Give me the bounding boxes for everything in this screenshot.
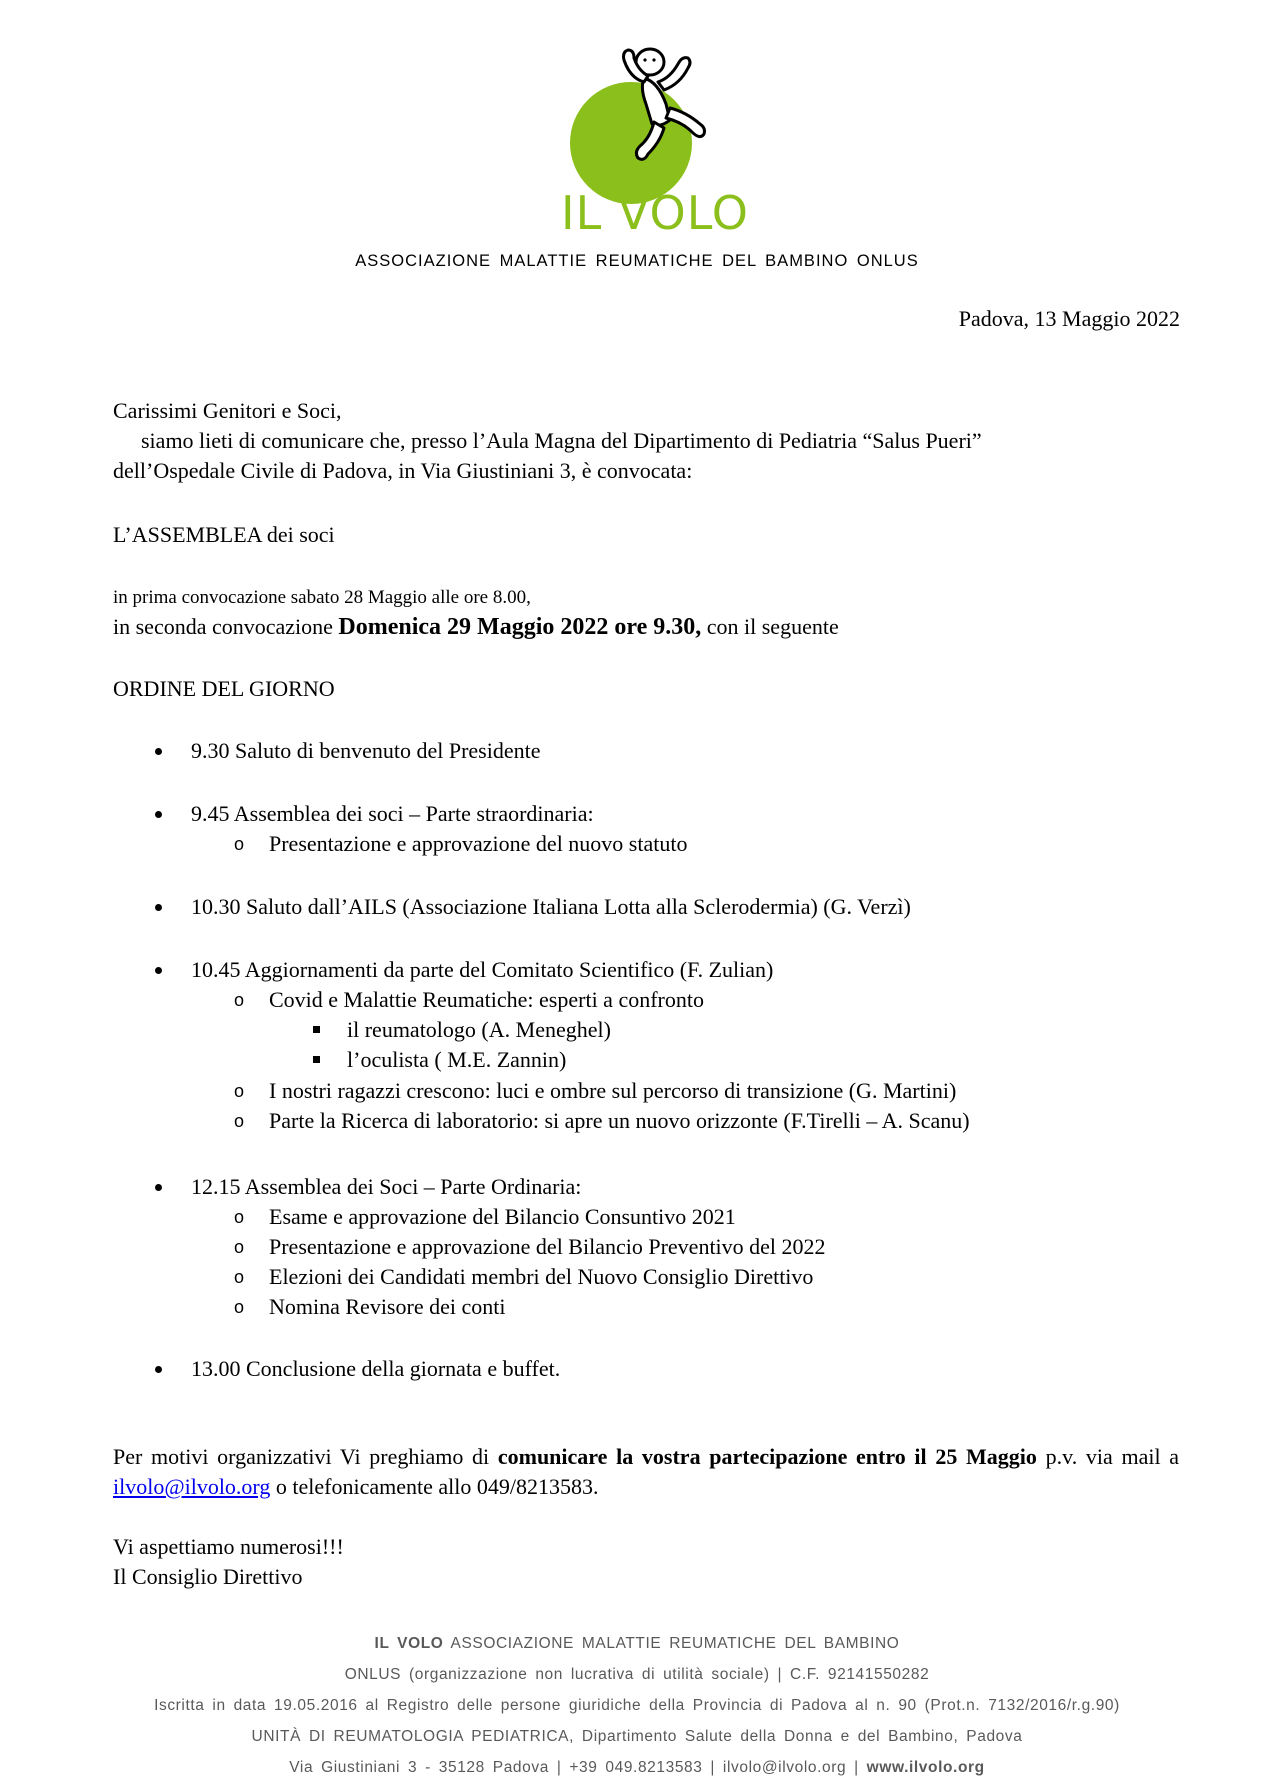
bullet [155, 967, 162, 974]
agenda-subitem: Presentazione e approvazione del nuovo statuto [269, 831, 688, 856]
signature: Il Consiglio Direttivo [113, 1564, 303, 1589]
closing-wait: Vi aspettiamo numerosi!!! [113, 1534, 344, 1559]
footer-line-1-text: ASSOCIAZIONE MALATTIE REUMATICHE DEL BAMBINO [450, 1635, 900, 1652]
square-marker [313, 1056, 320, 1063]
footer-line-5 [0, 1752, 1274, 1783]
footer-line-1 [0, 1628, 1274, 1659]
agenda-item: 12.15 Assemblea dei Soci – Parte Ordinaria: [191, 1174, 582, 1199]
circle-marker: o [234, 834, 245, 854]
first-call: in prima convocazione sabato 28 Maggio alle ore 8.00, [113, 587, 531, 608]
agenda-title: ORDINE DEL GIORNO [113, 676, 335, 701]
circle-marker: o [234, 1111, 245, 1131]
circle-marker: o [234, 1237, 245, 1257]
second-call [113, 612, 1180, 642]
circle-marker: o [234, 1297, 245, 1317]
closing-bold-1: comunicare la vostra partecipazione entro il 25 [497, 1444, 958, 1469]
bullet [155, 811, 162, 818]
agenda-subitem: Presentazione e approvazione del Bilancio Preventivo del 2022 [269, 1234, 826, 1259]
second-call-suffix: con il seguente [706, 614, 839, 639]
closing-suffix: o telefonicamente allo 049/8213583. [275, 1474, 599, 1499]
agenda-item: 10.45 Aggiornamenti da parte del Comitato Scientifico (F. Zulian) [191, 957, 774, 982]
agenda-subsubitem: l’oculista ( M.E. Zannin) [347, 1047, 567, 1072]
jumping-child-icon [600, 42, 750, 192]
closing-mid: p.v. via mail a [1045, 1444, 1180, 1469]
circle-marker: o [234, 1081, 245, 1101]
logo-wordmark: IL VOLO [561, 186, 749, 240]
footer-line-2: ONLUS (organizzazione non lucrativa di utilità sociale) | C.F. 92141550282 [344, 1666, 930, 1683]
agenda-subitem: Parte la Ricerca di laboratorio: si apre un nuovo orizzonte (F.Tirelli – A. Scanu) [269, 1108, 970, 1133]
intro-paragraph [113, 396, 1180, 486]
agenda-item: 9.45 Assemblea dei soci – Parte straordinaria: [191, 801, 594, 826]
closing-prefix: Per motivi organizzativi Vi preghiamo di [113, 1444, 490, 1469]
agenda-subitem: Esame e approvazione del Bilancio Consuntivo 2021 [269, 1204, 736, 1229]
agenda-subsubitem: il reumatologo (A. Meneghel) [347, 1017, 611, 1042]
salutation: Carissimi Genitori e Soci, [113, 398, 342, 423]
agenda-item: 9.30 Saluto di benvenuto del Presidente [191, 738, 541, 763]
agenda-subitem: I nostri ragazzi crescono: luci e ombre sul percorso di transizione (G. Martini) [269, 1078, 957, 1103]
bullet [155, 1184, 162, 1191]
agenda-subitem: Elezioni dei Candidati membri del Nuovo Consiglio Direttivo [269, 1264, 814, 1289]
intro-line-2: dell’Ospedale Civile di Padova, in Via Giustiniani 3, è convocata: [113, 458, 693, 483]
email-link[interactable]: ilvolo@ilvolo.org [113, 1474, 271, 1499]
circle-marker: o [234, 1267, 245, 1287]
agenda-subitem: Covid e Malattie Reumatiche: esperti a confronto [269, 987, 704, 1012]
footer-line-3: Iscritta in data 19.05.2016 al Registro delle persone giuridiche della Provincia di Padova al n. 90 (Prot.n. 7132/2016/r.g.90) [154, 1697, 1120, 1714]
agenda-item: 13.00 Conclusione della giornata e buffet. [191, 1356, 561, 1381]
footer-website: www.ilvolo.org [866, 1759, 985, 1776]
closing-bold-2: Maggio [966, 1444, 1037, 1469]
bullet [155, 904, 162, 911]
intro-line-1: siamo lieti di comunicare che, presso l’Aula Magna del Dipartimento di Pediatria “Salus Pueri” [141, 428, 982, 453]
agenda-subitem: Nomina Revisore dei conti [269, 1294, 506, 1319]
footer-line-4: UNITÀ DI REUMATOLOGIA PEDIATRICA, Dipartimento Salute della Donna e del Bambino, Padova [251, 1728, 1023, 1745]
footer-contacts: Via Giustiniani 3 - 35128 Padova | +39 049.8213583 | ilvolo@ilvolo.org | [289, 1759, 859, 1776]
agenda-item: 10.30 Saluto dall’AILS (Associazione Italiana Lotta alla Sclerodermia) (G. Verzì) [191, 894, 911, 919]
second-call-prefix: in seconda convocazione [113, 614, 333, 639]
org-subtitle: ASSOCIAZIONE MALATTIE REUMATICHE DEL BAMBINO ONLUS [355, 252, 919, 270]
footer-brand: IL VOLO [374, 1635, 444, 1652]
bullet [155, 748, 162, 755]
bullet [155, 1366, 162, 1373]
circle-marker: o [234, 990, 245, 1010]
second-call-date: Domenica 29 Maggio 2022 ore 9.30, [338, 614, 702, 640]
closing-paragraph [113, 1442, 1179, 1502]
circle-marker: o [234, 1207, 245, 1227]
assembly-title: L’ASSEMBLEA dei soci [113, 522, 335, 547]
square-marker [313, 1026, 320, 1033]
dateline: Padova, 13 Maggio 2022 [958, 306, 1180, 331]
